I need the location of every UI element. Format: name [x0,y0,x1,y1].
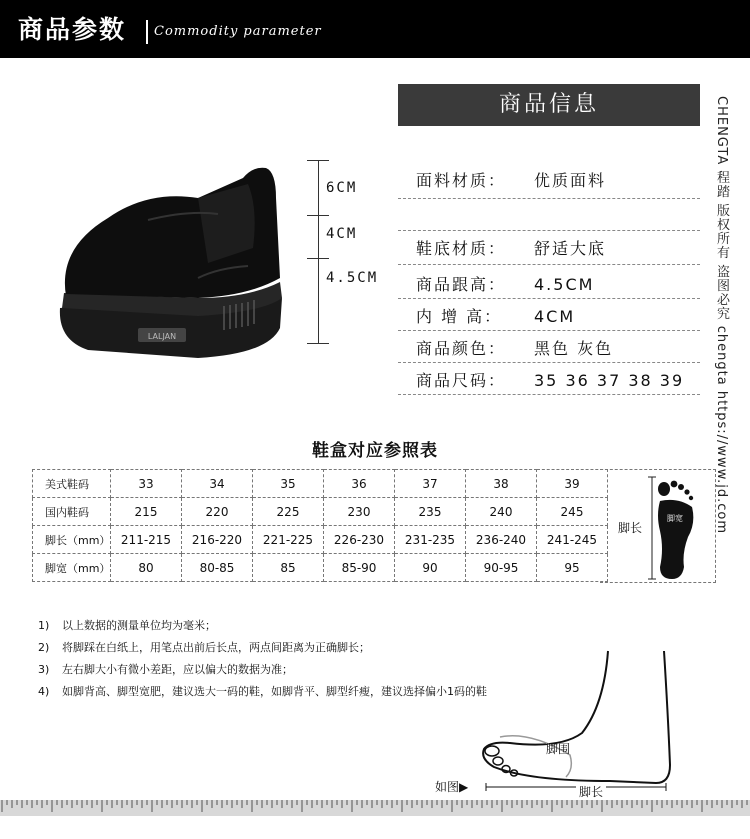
info-value: 35 36 37 38 39 [534,371,685,390]
info-row-color [398,336,700,359]
note-number: 3) [38,663,50,676]
table-cell: 216-220 [182,526,253,554]
foot-length-caption: 脚长 [576,783,606,800]
table-cell: 221-225 [253,526,324,554]
as-shown-label: 如图▶ [435,780,469,794]
divider [398,198,700,199]
table-cell: 80-85 [182,554,253,582]
foot-girth-label: 脚围 [546,742,571,756]
ruler-tick [307,343,329,344]
note-text: 以上数据的测量单位均为毫米； [62,619,216,632]
note-text: 左右脚大小有微小差距，应以偏大的数据为准； [62,663,293,676]
table-cell: 85 [253,554,324,582]
table-cell: 95 [537,554,608,582]
product-info-title: 商品信息 [398,84,700,126]
table-cell: 39 [537,470,608,498]
table-cell: 225 [253,498,324,526]
row-header: 美式鞋码 [33,470,111,498]
info-value: 黑色 灰色 [534,339,614,358]
info-value: 舒适大底 [534,239,607,258]
info-label: 内 增 高： [416,307,503,326]
note-text: 如脚背高、脚型宽肥，建议选大一码的鞋，如脚背平、脚型纤瘦，建议选择偏小1码的鞋 [62,685,487,698]
table-cell: 215 [111,498,182,526]
table-cell: 38 [466,470,537,498]
table-cell: 85-90 [324,554,395,582]
foot-illustration [470,645,740,805]
header-title-cn: 商品参数 [18,15,127,44]
table-cell: 37 [395,470,466,498]
info-value: 优质面料 [534,171,607,190]
info-label: 鞋底材质： [416,239,507,258]
header-divider [146,20,148,44]
dim-inner-height: 4CM [326,226,358,242]
row-header: 国内鞋码 [33,498,111,526]
table-row [33,554,608,582]
header-title-en: Commodity parameter [154,24,322,39]
divider [398,264,700,265]
info-label: 商品跟高： [416,275,507,294]
info-row-size [398,368,700,391]
table-cell: 36 [324,470,395,498]
foot-length-label: 脚长 [618,521,643,535]
table-cell: 245 [537,498,608,526]
table-row [33,526,608,554]
info-value: 4.5CM [534,275,595,294]
table-cell: 34 [182,470,253,498]
note-item [38,617,216,633]
info-label: 商品尺码： [416,371,507,390]
table-cell: 211-215 [111,526,182,554]
divider [398,394,700,395]
table-cell: 226-230 [324,526,395,554]
watermark-text: CHENGTA 程踏 版权所有 盗图必究 chengta https://www.jd.com [714,96,729,535]
info-row-heel [398,272,700,295]
table-cell: 90-95 [466,554,537,582]
size-table-title: 鞋盒对应参照表 [312,441,438,461]
table-cell: 230 [324,498,395,526]
dimension-ruler [318,160,319,343]
divider [398,298,700,299]
ruler-tick [307,258,329,259]
info-row-fabric [398,168,700,191]
measuring-ruler [0,800,750,816]
info-row-inner-height [398,304,700,327]
note-item [38,639,370,655]
ruler-tick [307,160,329,161]
foot-width-label: 脚宽 [667,514,683,523]
size-table [32,469,608,582]
note-number: 4) [38,685,50,698]
table-cell: 231-235 [395,526,466,554]
dim-heel-height: 4.5CM [326,270,379,286]
table-cell: 241-245 [537,526,608,554]
info-row-sole [398,236,700,259]
info-value: 4CM [534,307,576,326]
table-cell: 90 [395,554,466,582]
table-cell: 80 [111,554,182,582]
divider [398,330,700,331]
row-header: 脚宽（mm） [33,554,111,582]
note-number: 1) [38,619,50,632]
info-label: 商品颜色： [416,339,507,358]
note-number: 2) [38,641,50,654]
row-header: 脚长（mm） [33,526,111,554]
header-bar [0,0,750,58]
table-cell: 35 [253,470,324,498]
table-cell: 33 [111,470,182,498]
info-label: 面料材质： [416,171,507,190]
table-row [33,470,608,498]
table-cell: 240 [466,498,537,526]
shoe-image [48,158,298,368]
table-cell: 220 [182,498,253,526]
note-item [38,661,293,677]
table-cell: 235 [395,498,466,526]
note-item [38,683,487,699]
shoe-brand-label: LALJAN [147,332,177,341]
table-cell: 236-240 [466,526,537,554]
ruler-tick [307,215,329,216]
table-row [33,498,608,526]
dim-shaft-height: 6CM [326,180,358,196]
divider [398,362,700,363]
divider [398,230,700,231]
footprint-icon [648,475,696,581]
note-text: 将脚踩在白纸上，用笔点出前后长点，两点间距离为正确脚长； [62,641,370,654]
